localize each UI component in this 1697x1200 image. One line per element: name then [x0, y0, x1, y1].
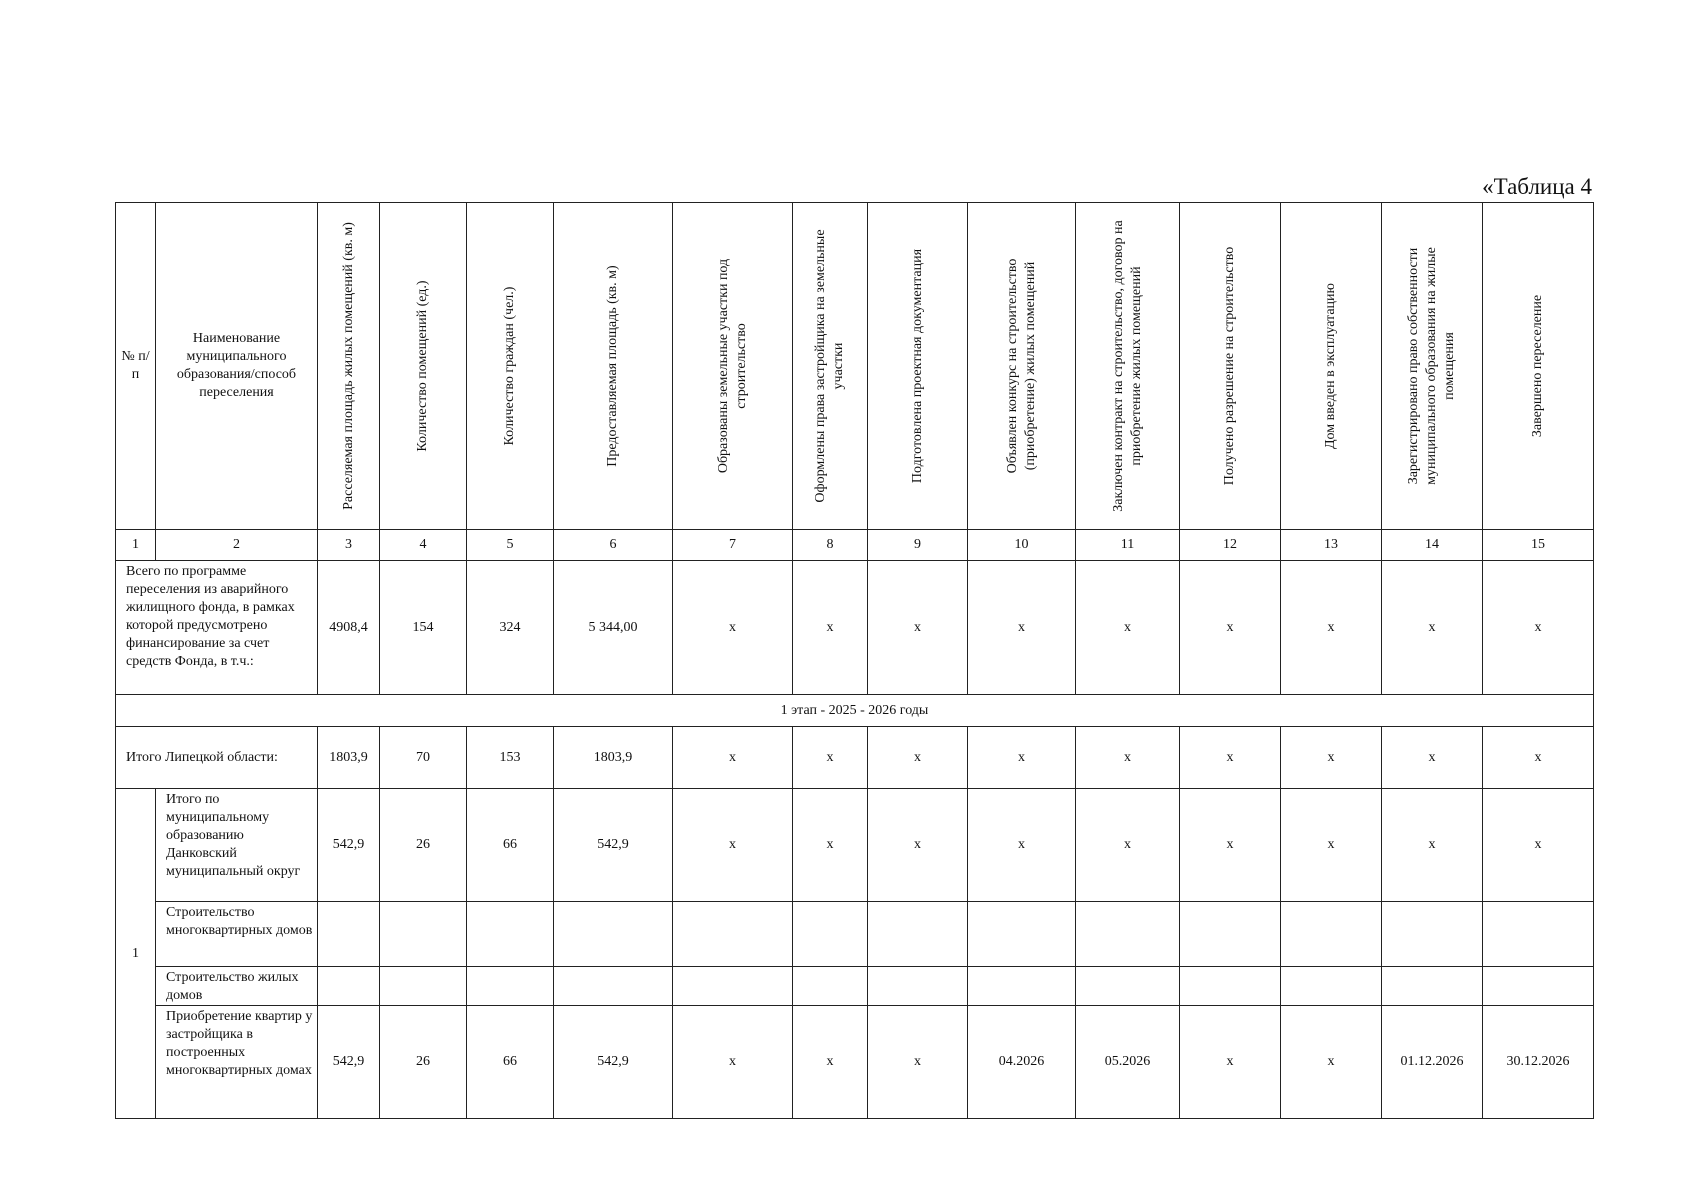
- table-cell: 01.12.2026: [1382, 1006, 1483, 1119]
- header-land-plots: Образованы земельные участки под строительство: [673, 203, 793, 530]
- stage-label: 1 этап - 2025 - 2026 годы: [116, 695, 1594, 727]
- table-cell: x: [1483, 561, 1594, 695]
- column-number: 10: [968, 530, 1076, 561]
- table-cell: x: [1382, 561, 1483, 695]
- column-number: 6: [554, 530, 673, 561]
- table-cell: x: [968, 789, 1076, 902]
- header-completed: Завершено переселение: [1483, 203, 1594, 530]
- header-contract: Заключен контракт на строительство, договор на приобретение жилых помещений: [1076, 203, 1180, 530]
- table-cell: 1803,9: [554, 727, 673, 789]
- table-cell: x: [1483, 727, 1594, 789]
- header-commissioned: Дом введен в эксплуатацию: [1281, 203, 1382, 530]
- table-cell: 542,9: [318, 1006, 380, 1119]
- table-cell: 4908,4: [318, 561, 380, 695]
- table-cell: x: [968, 727, 1076, 789]
- empty-cell: [1281, 902, 1382, 967]
- table-cell: x: [1180, 727, 1281, 789]
- empty-cell: [467, 967, 554, 1006]
- header-provided-area: Предоставляемая площадь (кв. м): [554, 203, 673, 530]
- empty-cell: [1483, 967, 1594, 1006]
- header-project-docs: Подготовлена проектная документация: [868, 203, 968, 530]
- empty-cell: [380, 967, 467, 1006]
- column-number: 9: [868, 530, 968, 561]
- header-row: [116, 203, 1594, 530]
- mkd-construction-label: Строительство многоквартирных домов: [156, 902, 318, 967]
- empty-cell: [318, 967, 380, 1006]
- empty-cell: [1382, 967, 1483, 1006]
- column-number: 12: [1180, 530, 1281, 561]
- table-cell: 542,9: [318, 789, 380, 902]
- mkd-construction-row: [116, 902, 1594, 967]
- header-number: № п/ п: [116, 203, 156, 530]
- region-label: Итого Липецкой области:: [116, 727, 318, 789]
- municipality-summary-row: [116, 789, 1594, 902]
- header-premises-count: Количество помещений (ед.): [380, 203, 467, 530]
- table-cell: x: [1281, 789, 1382, 902]
- column-number: 13: [1281, 530, 1382, 561]
- house-construction-row: [116, 967, 1594, 1006]
- table-cell: 324: [467, 561, 554, 695]
- table-cell: 66: [467, 789, 554, 902]
- header-resettled-area: Расселяемая площадь жилых помещений (кв. м): [318, 203, 380, 530]
- table-cell: 26: [380, 789, 467, 902]
- empty-cell: [868, 902, 968, 967]
- table-cell: x: [1076, 789, 1180, 902]
- empty-cell: [968, 902, 1076, 967]
- region-row: [116, 727, 1594, 789]
- table-cell: 26: [380, 1006, 467, 1119]
- empty-cell: [1281, 967, 1382, 1006]
- header-developer-rights: Оформлены права застройщика на земельные участки: [793, 203, 868, 530]
- empty-cell: [554, 902, 673, 967]
- column-number: 2: [156, 530, 318, 561]
- table-cell: x: [1382, 727, 1483, 789]
- column-number-row: [116, 530, 1594, 561]
- empty-cell: [467, 902, 554, 967]
- empty-cell: [318, 902, 380, 967]
- table-cell: x: [793, 789, 868, 902]
- table-cell: x: [1281, 561, 1382, 695]
- empty-cell: [968, 967, 1076, 1006]
- table-cell: x: [1382, 789, 1483, 902]
- table-cell: x: [1281, 1006, 1382, 1119]
- table-cell: x: [793, 727, 868, 789]
- municipality-number: 1: [116, 789, 156, 1119]
- table-cell: 66: [467, 1006, 554, 1119]
- empty-cell: [1076, 967, 1180, 1006]
- table-cell: x: [1076, 561, 1180, 695]
- empty-cell: [673, 902, 793, 967]
- table-cell: 542,9: [554, 789, 673, 902]
- stage-row: [116, 695, 1594, 727]
- table-cell: x: [1180, 561, 1281, 695]
- table-cell: x: [868, 789, 968, 902]
- table-cell: x: [1180, 789, 1281, 902]
- table-cell: x: [868, 727, 968, 789]
- table-cell: x: [793, 561, 868, 695]
- resettlement-table: [115, 202, 1594, 1119]
- apartment-purchase-row: [116, 1006, 1594, 1119]
- municipality-summary-label: Итого по муниципальному образованию Данковский муниципальный округ: [156, 789, 318, 902]
- table-cell: 5 344,00: [554, 561, 673, 695]
- table-cell: x: [1076, 727, 1180, 789]
- column-number: 5: [467, 530, 554, 561]
- empty-cell: [1180, 902, 1281, 967]
- table-cell: x: [673, 1006, 793, 1119]
- table-cell: 04.2026: [968, 1006, 1076, 1119]
- table-cell: 154: [380, 561, 467, 695]
- table-cell: x: [793, 1006, 868, 1119]
- empty-cell: [554, 967, 673, 1006]
- table-cell: 542,9: [554, 1006, 673, 1119]
- table-cell: x: [673, 561, 793, 695]
- empty-cell: [673, 967, 793, 1006]
- table-cell: 30.12.2026: [1483, 1006, 1594, 1119]
- apartment-purchase-label: Приобретение квартир у застройщика в построенных многоквартирных домах: [156, 1006, 318, 1119]
- total-row: [116, 561, 1594, 695]
- empty-cell: [1382, 902, 1483, 967]
- header-tender: Объявлен конкурс на строительство (приобретение) жилых помещений: [968, 203, 1076, 530]
- empty-cell: [1076, 902, 1180, 967]
- table-cell: x: [868, 1006, 968, 1119]
- header-name: Наименование муниципального образования/способ переселения: [156, 203, 318, 530]
- table-cell: 70: [380, 727, 467, 789]
- column-number: 3: [318, 530, 380, 561]
- column-number: 7: [673, 530, 793, 561]
- empty-cell: [793, 967, 868, 1006]
- column-number: 15: [1483, 530, 1594, 561]
- column-number: 11: [1076, 530, 1180, 561]
- column-number: 4: [380, 530, 467, 561]
- table-cell: x: [968, 561, 1076, 695]
- empty-cell: [1180, 967, 1281, 1006]
- empty-cell: [1483, 902, 1594, 967]
- empty-cell: [868, 967, 968, 1006]
- table-cell: x: [1281, 727, 1382, 789]
- header-citizens-count: Количество граждан (чел.): [467, 203, 554, 530]
- column-number: 1: [116, 530, 156, 561]
- table-cell: 1803,9: [318, 727, 380, 789]
- table-cell: x: [673, 789, 793, 902]
- total-label: Всего по программе переселения из аварийного жилищного фонда, в рамках которой предусмотрено финансирование за счет средств Фонда, в т.ч.:: [116, 561, 318, 695]
- table-cell: 153: [467, 727, 554, 789]
- table-cell: x: [1483, 789, 1594, 902]
- empty-cell: [380, 902, 467, 967]
- table-caption: «Таблица 4: [1482, 174, 1592, 199]
- empty-cell: [793, 902, 868, 967]
- column-number: 8: [793, 530, 868, 561]
- table-cell: 05.2026: [1076, 1006, 1180, 1119]
- table-cell: x: [1180, 1006, 1281, 1119]
- house-construction-label: Строительство жилых домов: [156, 967, 318, 1006]
- header-ownership: Зарегистрировано право собственности муниципального образования на жилые помещения: [1382, 203, 1483, 530]
- table-cell: x: [673, 727, 793, 789]
- table-cell: x: [868, 561, 968, 695]
- header-permit: Получено разрешение на строительство: [1180, 203, 1281, 530]
- column-number: 14: [1382, 530, 1483, 561]
